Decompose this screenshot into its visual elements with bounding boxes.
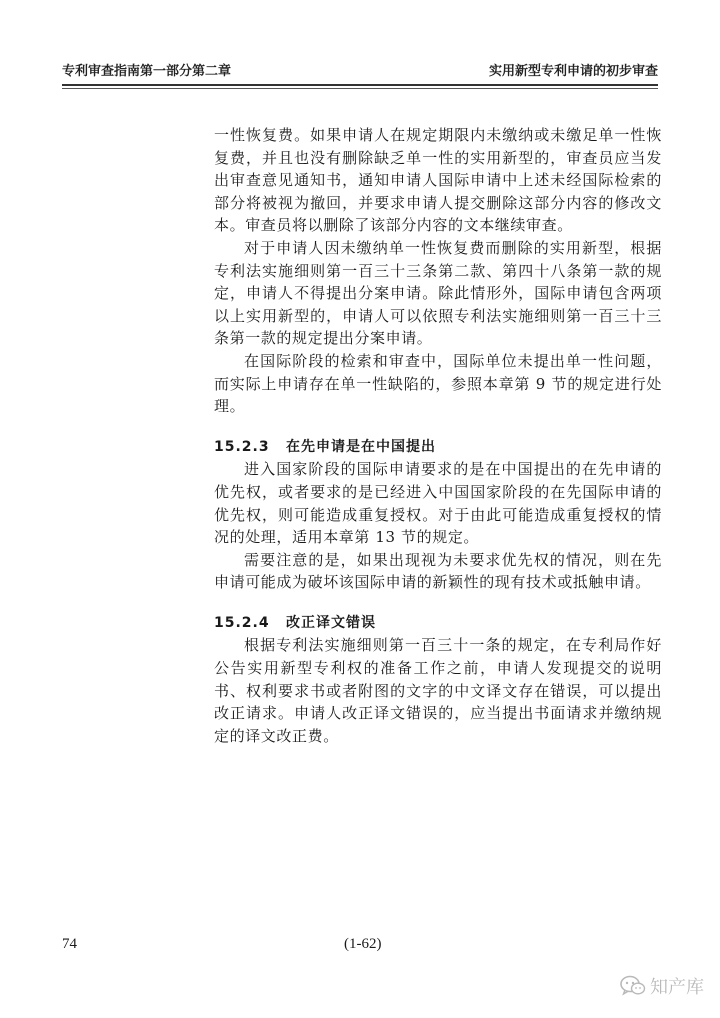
paragraph-continued: 一性恢复费。如果申请人在规定期限内未缴纳或未缴足单一性恢复费，并且也没有删除缺乏单一性的实用新型的，审查员应当发出审查意见通知书，通知申请人国际申请中上述未经国际检索的部分将被视为撤回，并要求申请人提交删除这部分内容的修改文本。审查员将以删除了该部分内容的文本继续审查。 bbox=[214, 126, 662, 235]
section-number: 15.2.3 bbox=[214, 438, 270, 455]
paragraph-note: 需要注意的是，如果出现视为未要求优先权的情况，则在先申请可能成为破坏该国际申请的新颖性的现有技术或抵触申请。 bbox=[214, 550, 662, 592]
watermark bbox=[620, 972, 704, 1000]
section-number: 15.2.4 bbox=[214, 614, 270, 631]
watermark-text: 知产库 bbox=[650, 977, 704, 998]
header-rule-thin bbox=[62, 88, 658, 89]
header-chapter-title: 专利审查指南第一部分第二章 bbox=[62, 64, 232, 79]
section-heading-15-2-4 bbox=[214, 612, 662, 635]
paragraph-priority: 进入国家阶段的国际申请要求的是在中国提出的在先申请的优先权，或者要求的是已经进入中国国家阶段的在先国际申请的优先权，则可能造成重复授权。对于由此可能造成重复授权的情况的处理，适用本章第 13 节的规定。 bbox=[214, 460, 662, 547]
running-header bbox=[62, 60, 658, 82]
page-body bbox=[214, 124, 662, 747]
page-footer bbox=[62, 936, 658, 960]
header-section-title: 实用新型专利申请的初步审查 bbox=[488, 64, 658, 79]
section-heading-15-2-3 bbox=[214, 436, 662, 459]
section-title: 在先申请是在中国提出 bbox=[286, 438, 436, 455]
page-number: 74 bbox=[62, 936, 77, 952]
page-code: (1-62) bbox=[344, 936, 382, 952]
section-title: 改正译文错误 bbox=[286, 614, 376, 631]
paragraph-translation-correction: 根据专利法实施细则第一百三十一条的规定，在专利局作好公告实用新型专利权的准备工作之前，申请人发现提交的说明书、权利要求书或者附图的文字的中文译文存在错误，可以提出改正请求。申请人改正译文错误的，应当提出书面请求并缴纳规定的译文改正费。 bbox=[214, 636, 662, 745]
header-rule-thick bbox=[62, 84, 658, 86]
paragraph-divisional: 对于申请人因未缴纳单一性恢复费而删除的实用新型，根据专利法实施细则第一百三十三条第二款、第四十八条第一款的规定，申请人不得提出分案申请。除此情形外，国际申请包含两项以上实用新型的，申请人可以依照专利法实施细则第一百三十三条第一款的规定提出分案申请。 bbox=[214, 238, 662, 348]
paragraph-international-phase: 在国际阶段的检索和审查中，国际单位未提出单一性问题，而实际上申请存在单一性缺陷的，参照本章第 9 节的规定进行处理。 bbox=[214, 351, 662, 416]
wechat-icon bbox=[620, 975, 646, 997]
